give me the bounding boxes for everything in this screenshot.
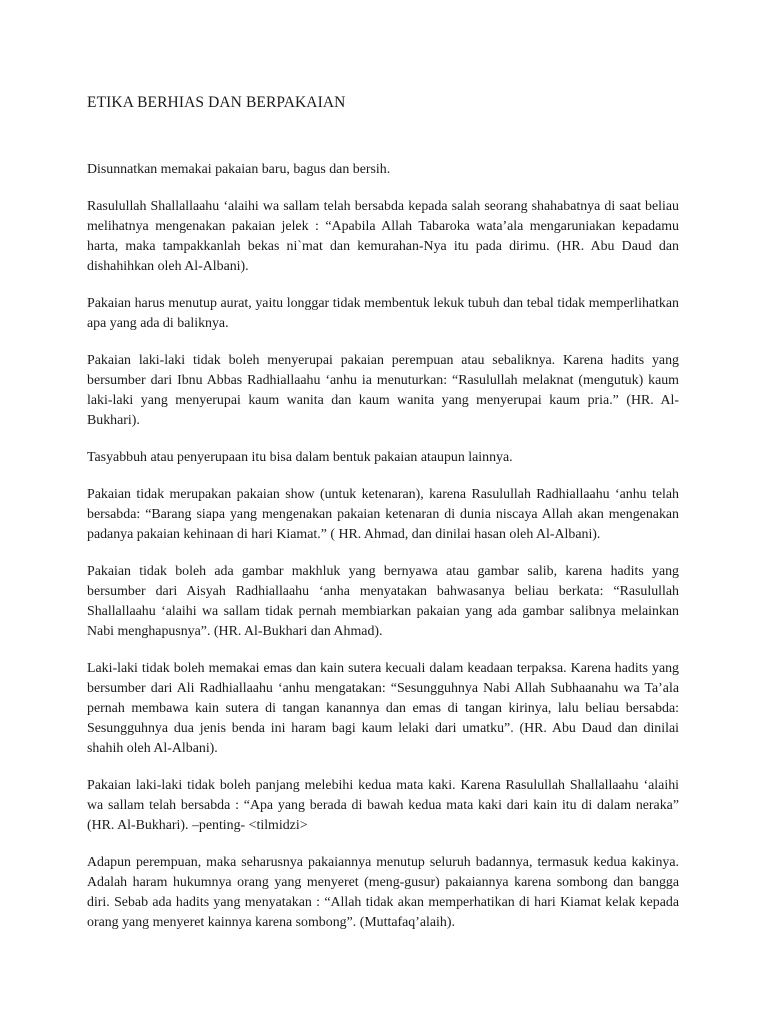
paragraph-5: Tasyabbuh atau penyerupaan itu bisa dalam bentuk pakaian ataupun lainnya. <box>87 450 513 465</box>
paragraph-2: Rasulullah Shallallaahu ‘alaihi wa sallam telah bersabda kepada salah seorang shahabatnya di saat beliau melihatnya mengenakan pakaian jelek : “Apabila Allah Tabaroka wata’ala mengaruniakan kepadamu harta, maka tampakkanlah bekas ni`mat dan kemurahan-Nya itu pada dirimu. (HR. Abu Daud dan dishahihkan oleh Al-Albani). <box>87 199 679 274</box>
document-page <box>87 93 679 950</box>
paragraph-6: Pakaian tidak merupakan pakaian show (untuk ketenaran), karena Rasulullah Radhiallaahu ‘anhu telah bersabda: “Barang siapa yang mengenakan pakaian ketenaran di dunia niscaya Allah akan mengenakan padanya pakaian kehinaan di hari Kiamat.” ( HR. Ahmad, dan dinilai hasan oleh Al-Albani). <box>87 487 679 542</box>
paragraph-4: Pakaian laki-laki tidak boleh menyerupai pakaian perempuan atau sebaliknya. Karena hadits yang bersumber dari Ibnu Abbas Radhiallaahu ‘anhu ia menuturkan: “Rasulullah melaknat (mengutuk) kaum laki-laki yang menyerupai kaum wanita dan kaum wanita yang menyerupai kaum pria.” (HR. Al-Bukhari). <box>87 353 679 428</box>
document-title: ETIKA BERHIAS DAN BERPAKAIAN <box>87 94 346 111</box>
paragraph-9: Pakaian laki-laki tidak boleh panjang melebihi kedua mata kaki. Karena Rasulullah Shallallaahu ‘alaihi wa sallam telah bersabda : “Apa yang berada di bawah kedua mata kaki dari kain itu di dalam neraka” (HR. Al-Bukhari). –penting- <tilmidzi> <box>87 778 679 833</box>
paragraph-8: Laki-laki tidak boleh memakai emas dan kain sutera kecuali dalam keadaan terpaksa. Karena hadits yang bersumber dari Ali Radhiallaahu ‘anhu mengatakan: “Sesungguhnya Nabi Allah Subhaanahu wa Ta’ala pernah membawa kain sutera di tangan kanannya dan emas di tangan kirinya, lalu beliau bersabda: Sesungguhnya dua jenis benda ini haram bagi kaum lelaki dari umatku”. (HR. Abu Daud dan dinilai shahih oleh Al-Albani). <box>87 661 679 756</box>
paragraph-1: Disunnatkan memakai pakaian baru, bagus dan bersih. <box>87 162 391 177</box>
paragraph-7: Pakaian tidak boleh ada gambar makhluk yang bernyawa atau gambar salib, karena hadits yang bersumber dari Aisyah Radhiallaahu ‘anha menyatakan bahwasanya beliau berkata: “Rasulullah Shallallaahu ‘alaihi wa sallam tidak pernah membiarkan pakaian yang ada gambar salibnya melainkan Nabi menghapusnya”. (HR. Al-Bukhari dan Ahmad). <box>87 564 679 639</box>
paragraph-10: Adapun perempuan, maka seharusnya pakaiannya menutup seluruh badannya, termasuk kedua kakinya. Adalah haram hukumnya orang yang menyeret (meng-gusur) pakaiannya karena sombong dan bangga diri. Sebab ada hadits yang menyatakan : “Allah tidak akan memperhatikan di hari Kiamat kelak kepada orang yang menyeret kainnya karena sombong”. (Muttafaq’alaih). <box>87 855 679 930</box>
paragraph-3: Pakaian harus menutup aurat, yaitu longgar tidak membentuk lekuk tubuh dan tebal tidak memperlihatkan apa yang ada di baliknya. <box>87 296 679 331</box>
